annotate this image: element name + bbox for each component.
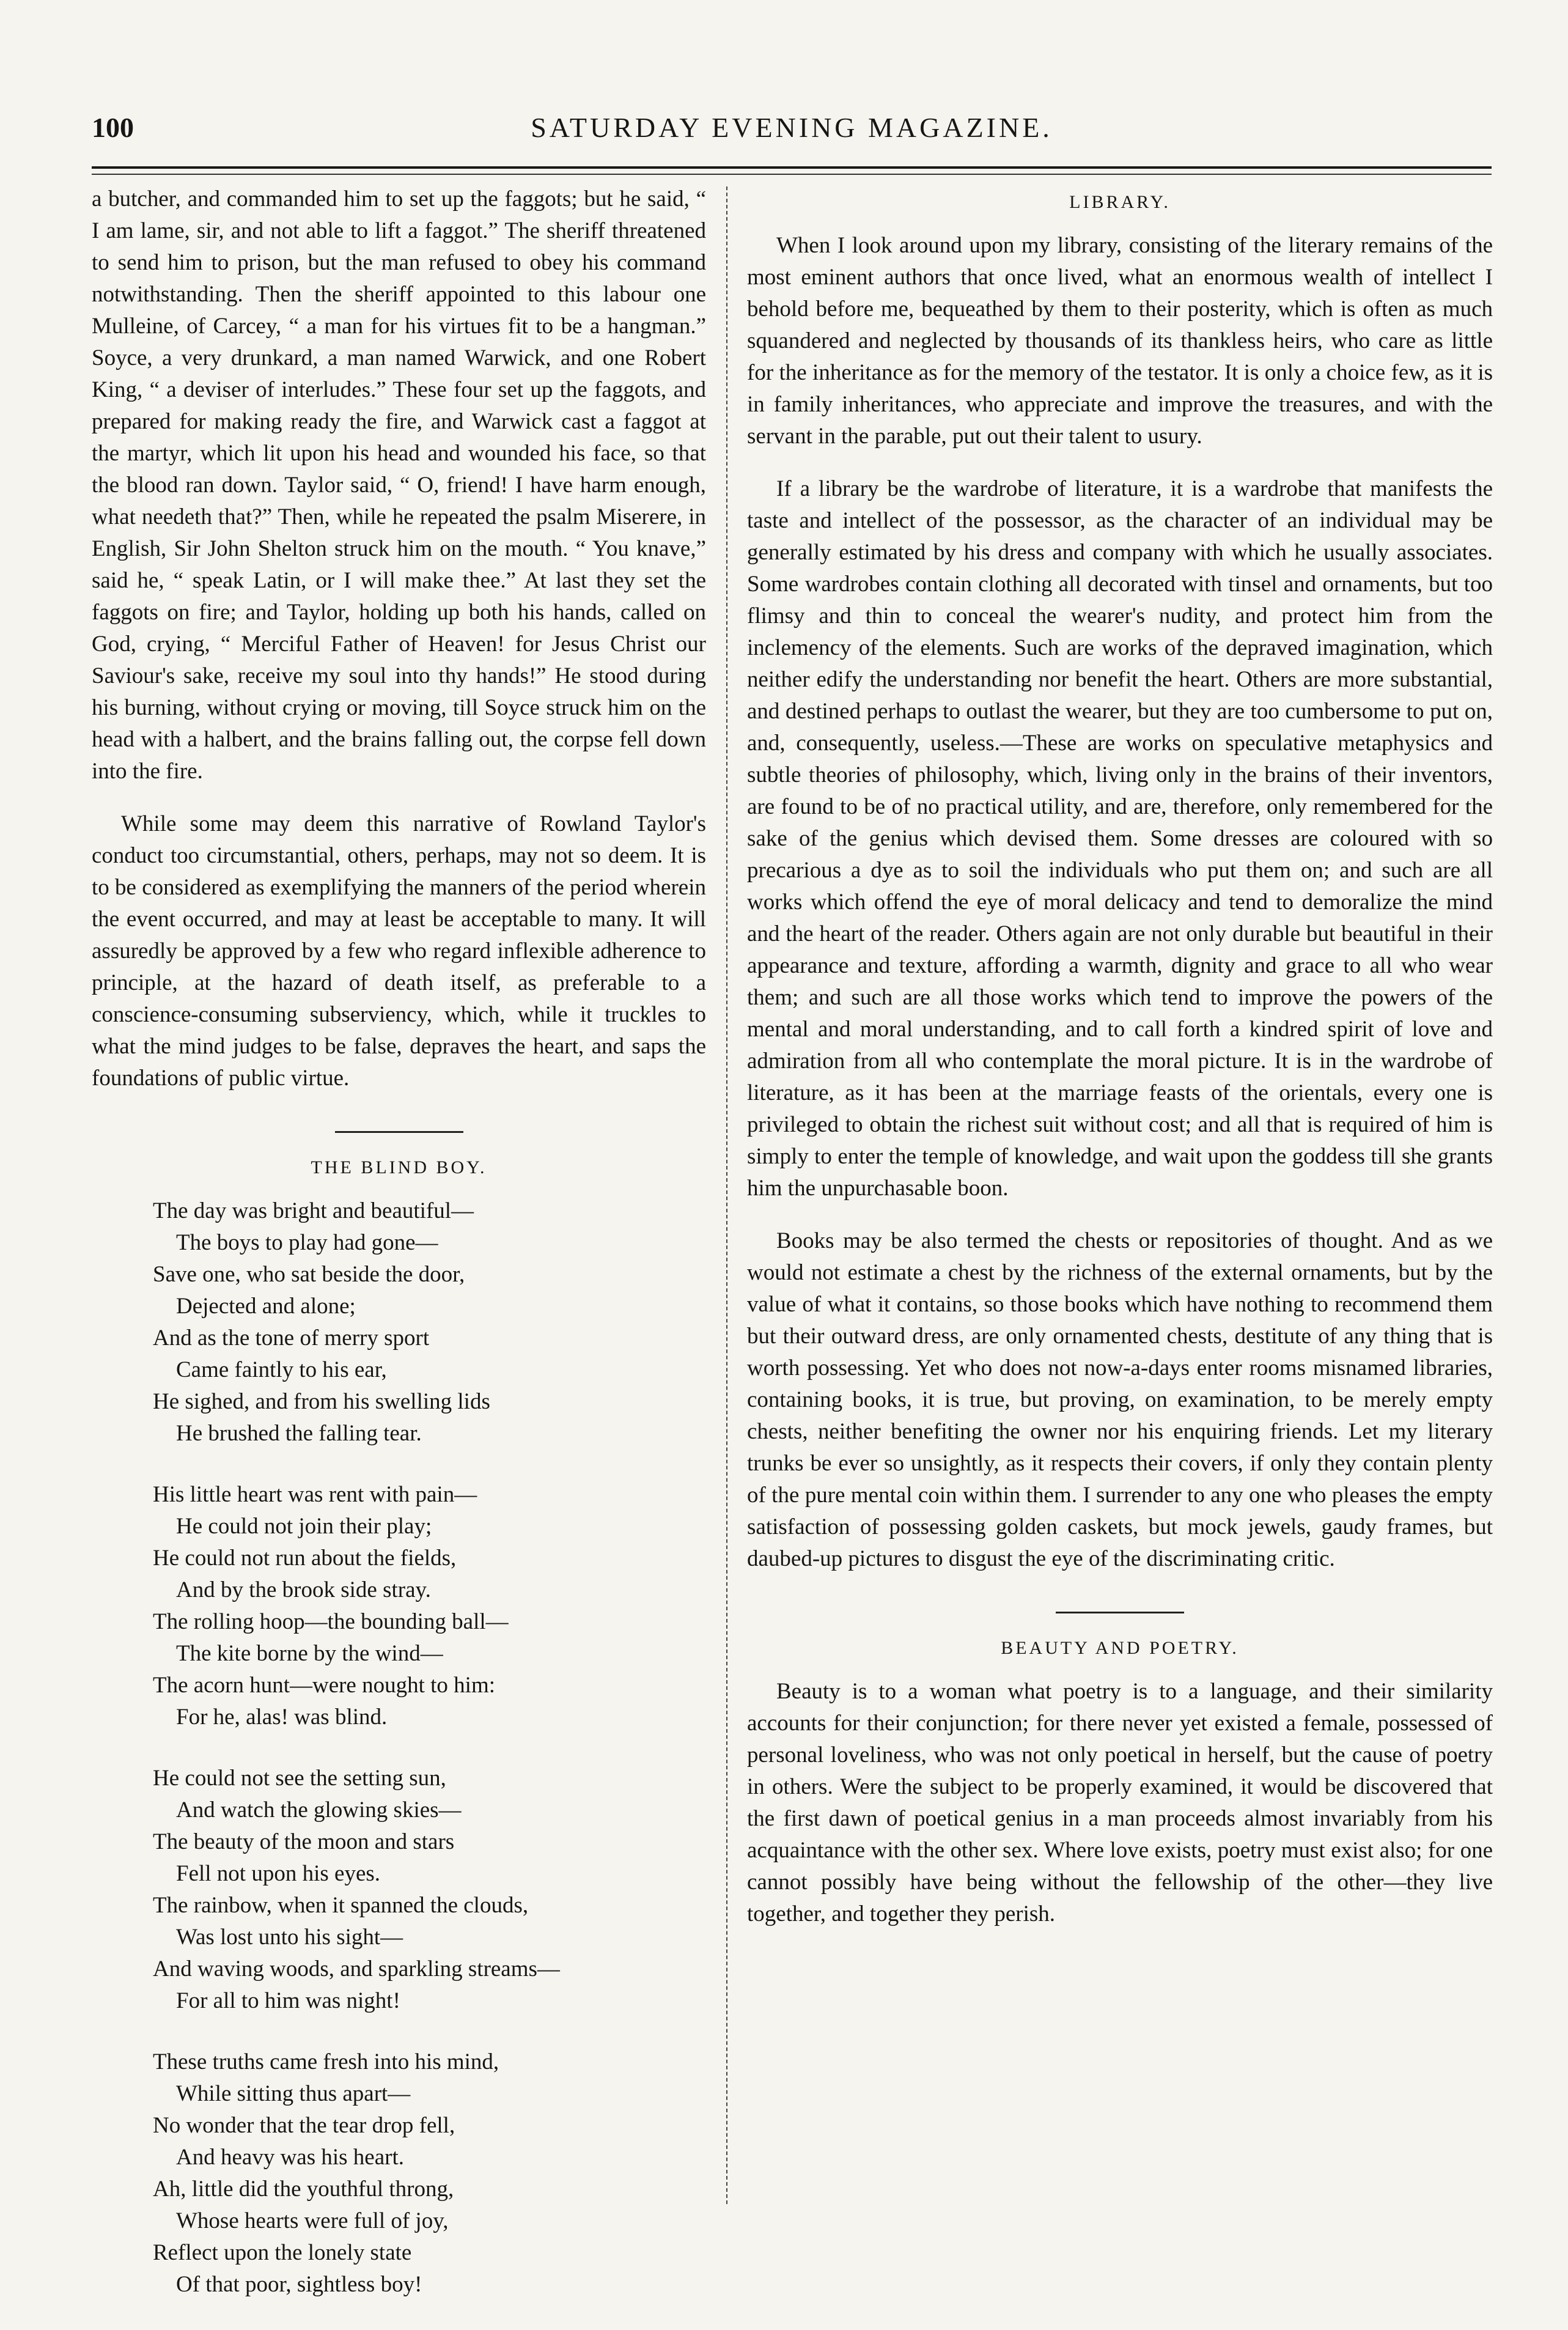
beauty-poetry-paragraph: Beauty is to a woman what poetry is to a language, and their similarity accounts for their conjunction; for there never yet existed a female, possessed of personal loveliness, who was not only poetical in herself, but the cause of poetry in others. Were the subject to be properly examined, it would be discovered that the first dawn of poetical genius in a man proceeds almost invariably from his acquaintance with the other sex. Where love exists, poetry must exist also; for one cannot possibly have being without the fellowship of the other—they live together, and together they perish. [747,1679,1493,1926]
poem-line: Fell not upon his eyes. [176,1861,381,1886]
poem-line: And watch the glowing skies— [176,1797,462,1823]
poem-line: For he, alas! was blind. [176,1705,388,1730]
library-title: LIBRARY. [1069,192,1171,212]
poem-stanza-2 [153,1479,706,1733]
poem-line: His little heart was rent with pain— [153,1482,477,1507]
poem-line: Whose hearts were full of joy, [176,2208,449,2233]
poem-stanza-1 [153,1195,706,1450]
poem-line: He sighed, and from his swelling lids [153,1389,490,1414]
poem-stanza-4 [153,2046,706,2301]
poem-line: And by the brook side stray. [176,1577,431,1602]
poem-line: He could not see the setting sun, [153,1766,446,1791]
poem-title: THE BLIND BOY. [311,1157,487,1178]
poem-line: The rainbow, when it spanned the clouds, [153,1893,529,1918]
poem-line: Reflect upon the lonely state [153,2240,412,2265]
library-paragraph-3: Books may be also termed the chests or repositories of thought. And as we would not estimate a chest by the richness of the external ornaments, but by the value of what it contains, so those books which have nothing to recommend them but their outward dress, are only ornamented chests, destitute of any thing that is worth possessing. Yet who does not now-a-days enter rooms misnamed libraries, containing books, it is true, but proving, on examination, to be merely empty chests, neither benefiting the owner nor his enquiring friends. Let my literary trunks be ever so unsightly, as it respects their covers, if only they contain plenty of the pure mental coin within them. I surrender to any one who pleases the empty satisfaction of possessing golden caskets, but mock jewels, gaudy frames, but daubed-up pictures to disgust the eye of the discriminating critic. [747,1228,1493,1571]
header-rule-secondary [92,174,1492,175]
library-paragraph-2: If a library be the wardrobe of literature, it is a wardrobe that manifests the taste and intellect of the possessor, as the character of an individual may be generally estimated by his dress and company with which he usually associates. Some wardrobes contain clothing all decorated with tinsel and ornaments, but too flimsy and thin to conceal the wearer's nudity, and protect him from the inclemency of the elements. Such are works of the depraved imagination, which neither edify the understanding nor benefit the heart. Others are more substantial, and destined perhaps to outlast the wearer, but they are too cumbersome to put on, and, consequently, useless.—These are works on speculative metaphysics and subtle theories of philosophy, which, living only in the brains of their inventors, are found to be of no practical utility, and are, therefore, only remembered for the sake of the genius which devised them. Some dresses are coloured with so precarious a dye as to soil the individuals who put them on; and such are all works which offend the eye of moral delicacy and tend to demoralize the mind and the heart of the reader. Others again are not only durable but beautiful in their appearance and texture, affording a warmth, dignity and grace to all who wear them; and such are all those works which tend to improve the powers of the mental and moral understanding, and to call forth a kindred spirit of love and admiration from all who contemplate the moral picture. It is in the wardrobe of literature, as it has been at the marriage feasts of the orientals, every one is privileged to obtain the richest suit without cost; and all that is required of him is simply to enter the temple of knowledge, and wait upon the goddess till she grants him the unpurchasable boon. [747,476,1493,1201]
poem-line: Save one, who sat beside the door, [153,1262,465,1287]
poem-line: And as the tone of merry sport [153,1325,430,1351]
poem-line: The rolling hoop—the bounding ball— [153,1609,509,1634]
poem-line: These truths came fresh into his mind, [153,2049,499,2074]
page-number: 100 [92,112,134,143]
library-paragraph-1: When I look around upon my library, consisting of the literary remains of the most eminent authors that once lived, what an enormous wealth of intellect I behold before me, bequeathed by them to their posterity, which is often as much squandered and neglected by thousands of its thankless heirs, who care as little for the inheritance as for the memory of the testator. It is only a choice few, as it is in family inheritances, who appreciate and improve the treasures, and with the servant in the parable, put out their talent to usury. [747,233,1493,449]
poem-line: Came faintly to his ear, [176,1357,387,1382]
header-rule [92,166,1492,169]
poem-line: Ah, little did the youthful throng, [153,2177,454,2202]
narrative-paragraph-1: a butcher, and commanded him to set up the faggots; but he said, “ I am lame, sir, and not able to lift a faggot.” The sheriff threatened to send him to prison, but the man refused to obey his command notwithstanding. Then the sheriff appointed to this labour one Mulleine, of Carcey, “ a man for his virtues fit to be a hangman.” Soyce, a very drunkard, a man named Warwick, and one Robert King, “ a deviser of interludes.” These four set up the faggots, and prepared for making ready the fire, and Warwick cast a faggot at the martyr, which lit upon his head and wounded his face, so that the blood ran down. Taylor said, “ O, friend! I have harm enough, what needeth that?” Then, while he repeated the psalm Miserere, in English, Sir John Shelton struck him on the mouth. “ You knave,” said he, “ speak Latin, or I will make thee.” At last they set the faggots on fire; and Taylor, holding up both his hands, called on God, crying, “ Merciful Father of Heaven! for Jesus Christ our Saviour's sake, receive my soul into thy hands!” He stood during his burning, without crying or moving, till Soyce struck him on the head with a halbert, and the brains falling out, the corpse fell down into the fire. [92,186,706,784]
poem-line: Was lost unto his sight— [176,1925,403,1950]
section-divider-rule [335,1131,463,1133]
page-header [92,103,1492,146]
column-divider [726,186,727,2204]
poem-line: He brushed the falling tear. [176,1421,422,1446]
poem-stanza-3 [153,1763,706,2017]
running-title: SATURDAY EVENING MAGAZINE. [531,112,1053,143]
poem-line: And waving woods, and sparkling streams— [153,1956,560,1982]
poem-blind-boy [153,1195,706,2301]
poem-line: While sitting thus apart— [176,2081,411,2106]
poem-line: He could not run about the fields, [153,1546,457,1571]
left-column [92,183,706,2330]
poem-line: He could not join their play; [176,1514,432,1539]
poem-line: Dejected and alone; [176,1294,356,1319]
poem-line: The beauty of the moon and stars [153,1829,455,1854]
poem-line: Of that poor, sightless boy! [176,2272,422,2297]
poem-line: And heavy was his heart. [176,2145,404,2170]
beauty-poetry-title: BEAUTY AND POETRY. [1001,1638,1239,1658]
poem-line: The day was bright and beautiful— [153,1198,474,1223]
right-column [747,183,1493,1951]
poem-line: No wonder that the tear drop fell, [153,2113,455,2138]
poem-line: The kite borne by the wind— [176,1641,443,1666]
poem-line: The boys to play had gone— [176,1230,438,1255]
section-divider-rule [1056,1612,1184,1613]
narrative-paragraph-2: While some may deem this narrative of Rowland Taylor's conduct too circumstantial, others, perhaps, may not so deem. It is to be considered as exemplifying the manners of the period wherein the event occurred, and may at least be acceptable to many. It will assuredly be approved by a few who regard inflexible adherence to principle, at the hazard of death itself, as preferable to a conscience-consuming subserviency, which, while it truckles to what the mind judges to be false, depraves the heart, and saps the foundations of public virtue. [92,811,706,1091]
poem-line: For all to him was night! [176,1988,400,2013]
poem-line: The acorn hunt—were nought to him: [153,1673,496,1698]
